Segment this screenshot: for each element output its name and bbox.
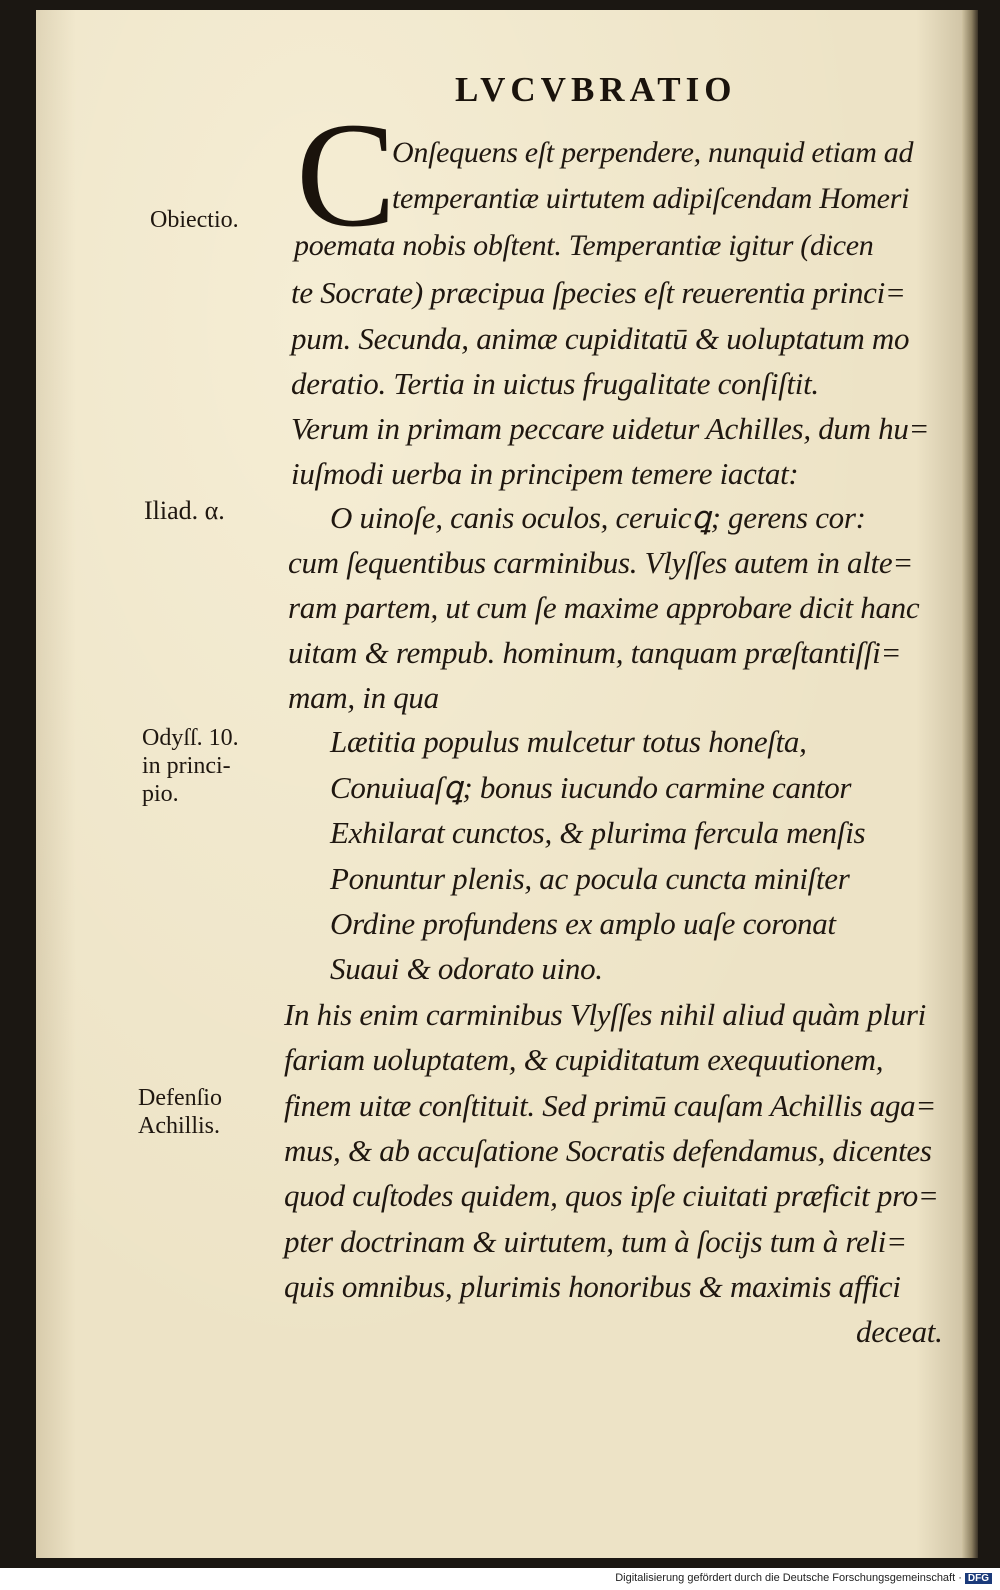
marginal-note bbox=[144, 497, 225, 525]
marginal-note-line: Odyſſ. 10. bbox=[142, 725, 239, 751]
text-line: finem uitæ conſtituit. Sed primū cauſam Achillis aga= bbox=[284, 1088, 936, 1123]
verse-line: Suaui & odorato uino. bbox=[330, 951, 603, 986]
verse-line: Exhilarat cunctos, & plurima fercula menſis bbox=[330, 815, 866, 850]
text-line: poemata nobis obſtent. Temperantiæ igitur (dicen bbox=[294, 229, 874, 262]
verse-line: Ordine profundens ex amplo uaſe coronat bbox=[330, 906, 836, 941]
text-line: fariam uoluptatem, & cupiditatum exequutionem, bbox=[284, 1042, 884, 1077]
text-line: cum ſequentibus carminibus. Vlyſſes autem in alte= bbox=[288, 545, 913, 580]
marginal-note bbox=[150, 206, 239, 234]
marginal-note-line: Obiectio. bbox=[150, 207, 239, 233]
text-line: Onſequens eſt perpendere, nunquid etiam ad bbox=[392, 136, 914, 169]
text-line: temperantiæ uirtutem adipiſcendam Homeri bbox=[392, 182, 910, 215]
marginal-note-line: Iliad. α. bbox=[144, 496, 225, 525]
dfg-logo: DFG bbox=[965, 1573, 992, 1584]
marginal-note-line: pio. bbox=[142, 781, 179, 807]
text-line: uitam & rempub. hominum, tanquam præſtantiſſi= bbox=[288, 635, 902, 670]
verse-line: Lætitia populus mulcetur totus honeſta, bbox=[330, 724, 807, 759]
text-line: pum. Secunda, animæ cupiditatū & uoluptatum mo bbox=[291, 321, 910, 356]
credit-text: Digitalisierung gefördert durch die Deutsche Forschungsgemeinschaft · bbox=[615, 1572, 962, 1584]
text-line: O uinoſe, canis oculos, ceruicꝗ; gerens cor: bbox=[330, 500, 866, 535]
text-line: deceat. bbox=[856, 1314, 943, 1349]
text-line: quis omnibus, plurimis honoribus & maximis affici bbox=[284, 1269, 901, 1304]
text-line: pter doctrinam & uirtutem, tum à ſocijs tum à reli= bbox=[284, 1224, 907, 1259]
marginal-note bbox=[138, 1084, 222, 1140]
marginal-note-line: in princi- bbox=[142, 753, 231, 779]
text-line: mus, & ab accuſatione Socratis defendamus, dicentes bbox=[284, 1133, 932, 1168]
verse-line: Conuiuaſꝗ; bonus iucundo carmine cantor bbox=[330, 770, 852, 805]
marginal-note bbox=[142, 724, 239, 808]
verse-line: Ponuntur plenis, ac pocula cuncta miniſter bbox=[330, 861, 850, 896]
page-gutter bbox=[962, 10, 978, 1558]
text-line: deratio. Tertia in uictus frugalitate conſiſtit. bbox=[291, 366, 819, 401]
running-title: LVCVBRATIO bbox=[455, 70, 737, 109]
text-line: quod cuſtodes quidem, quos ipſe ciuitati præficit pro= bbox=[284, 1178, 939, 1213]
drop-initial: C bbox=[296, 92, 397, 258]
text-line: Verum in primam peccare uidetur Achilles, dum hu= bbox=[291, 411, 930, 446]
text-line: ram partem, ut cum ſe maxime approbare dicit hanc bbox=[288, 590, 920, 625]
text-line: te Socrate) præcipua ſpecies eſt reuerentia princi= bbox=[291, 275, 906, 310]
marginal-note-line: Achillis. bbox=[138, 1113, 220, 1139]
digitization-credit bbox=[615, 1572, 992, 1584]
marginal-note-line: Defenſio bbox=[138, 1085, 222, 1111]
text-line: In his enim carminibus Vlyſſes nihil aliud quàm pluri bbox=[284, 997, 926, 1032]
text-line: iuſmodi uerba in principem temere iactat: bbox=[291, 456, 799, 491]
text-line: mam, in qua bbox=[288, 680, 439, 715]
